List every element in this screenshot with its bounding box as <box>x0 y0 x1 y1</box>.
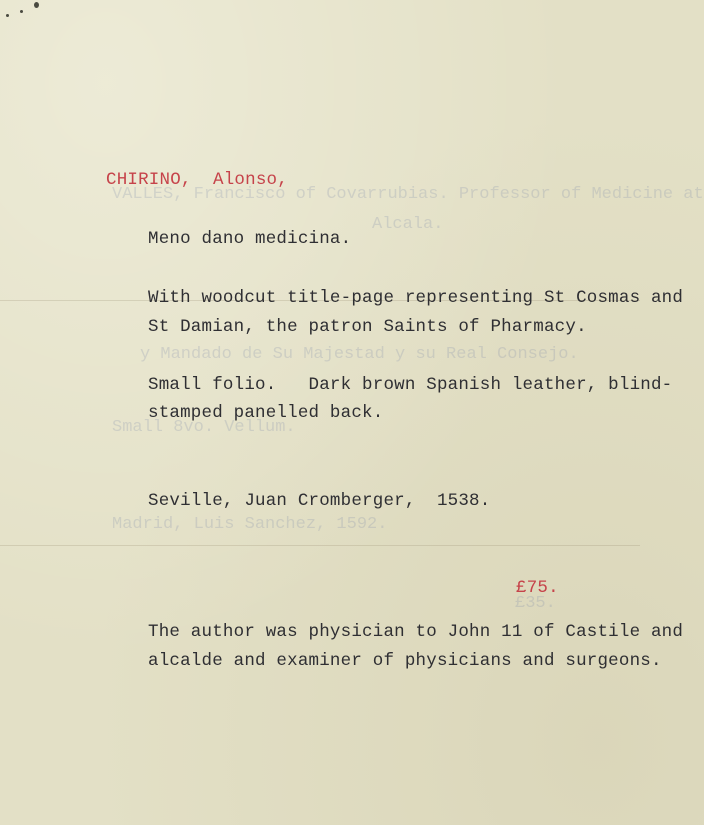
price-label: £75. <box>516 578 559 598</box>
imprint-line: Seville, Juan Cromberger, 1538. <box>148 491 491 511</box>
paper-fold-bottom <box>0 545 640 546</box>
description-line: St Damian, the patron Saints of Pharmacy. <box>148 317 587 337</box>
ink-speck <box>20 10 23 13</box>
description-line: With woodcut title-page representing St Cosmas and <box>148 288 684 308</box>
author-note: The author was physician to John 11 of Castile and <box>148 622 684 642</box>
show-through-text: Alcala. <box>372 215 444 234</box>
show-through-text: Madrid, Luis Sanchez, 1592. <box>112 515 388 534</box>
format-line: stamped panelled back. <box>148 403 384 423</box>
show-through-text: £35. <box>515 594 556 613</box>
ink-speck <box>34 2 39 8</box>
show-through-text: Small 8vo. Vellum. <box>112 418 296 437</box>
format-line: Small folio. Dark brown Spanish leather, blind- <box>148 375 673 395</box>
show-through-text: VALLES, Francisco of Covarrubias. Professor of Medicine at <box>112 185 704 204</box>
author-heading: CHIRINO, Alonso, <box>106 170 288 190</box>
author-note: alcalde and examiner of physicians and surgeons. <box>148 651 662 671</box>
show-through-text: y Mandado de Su Majestad y su Real Consejo. <box>140 345 579 364</box>
book-title: Meno dano medicina. <box>148 229 352 249</box>
ink-speck <box>6 14 9 17</box>
